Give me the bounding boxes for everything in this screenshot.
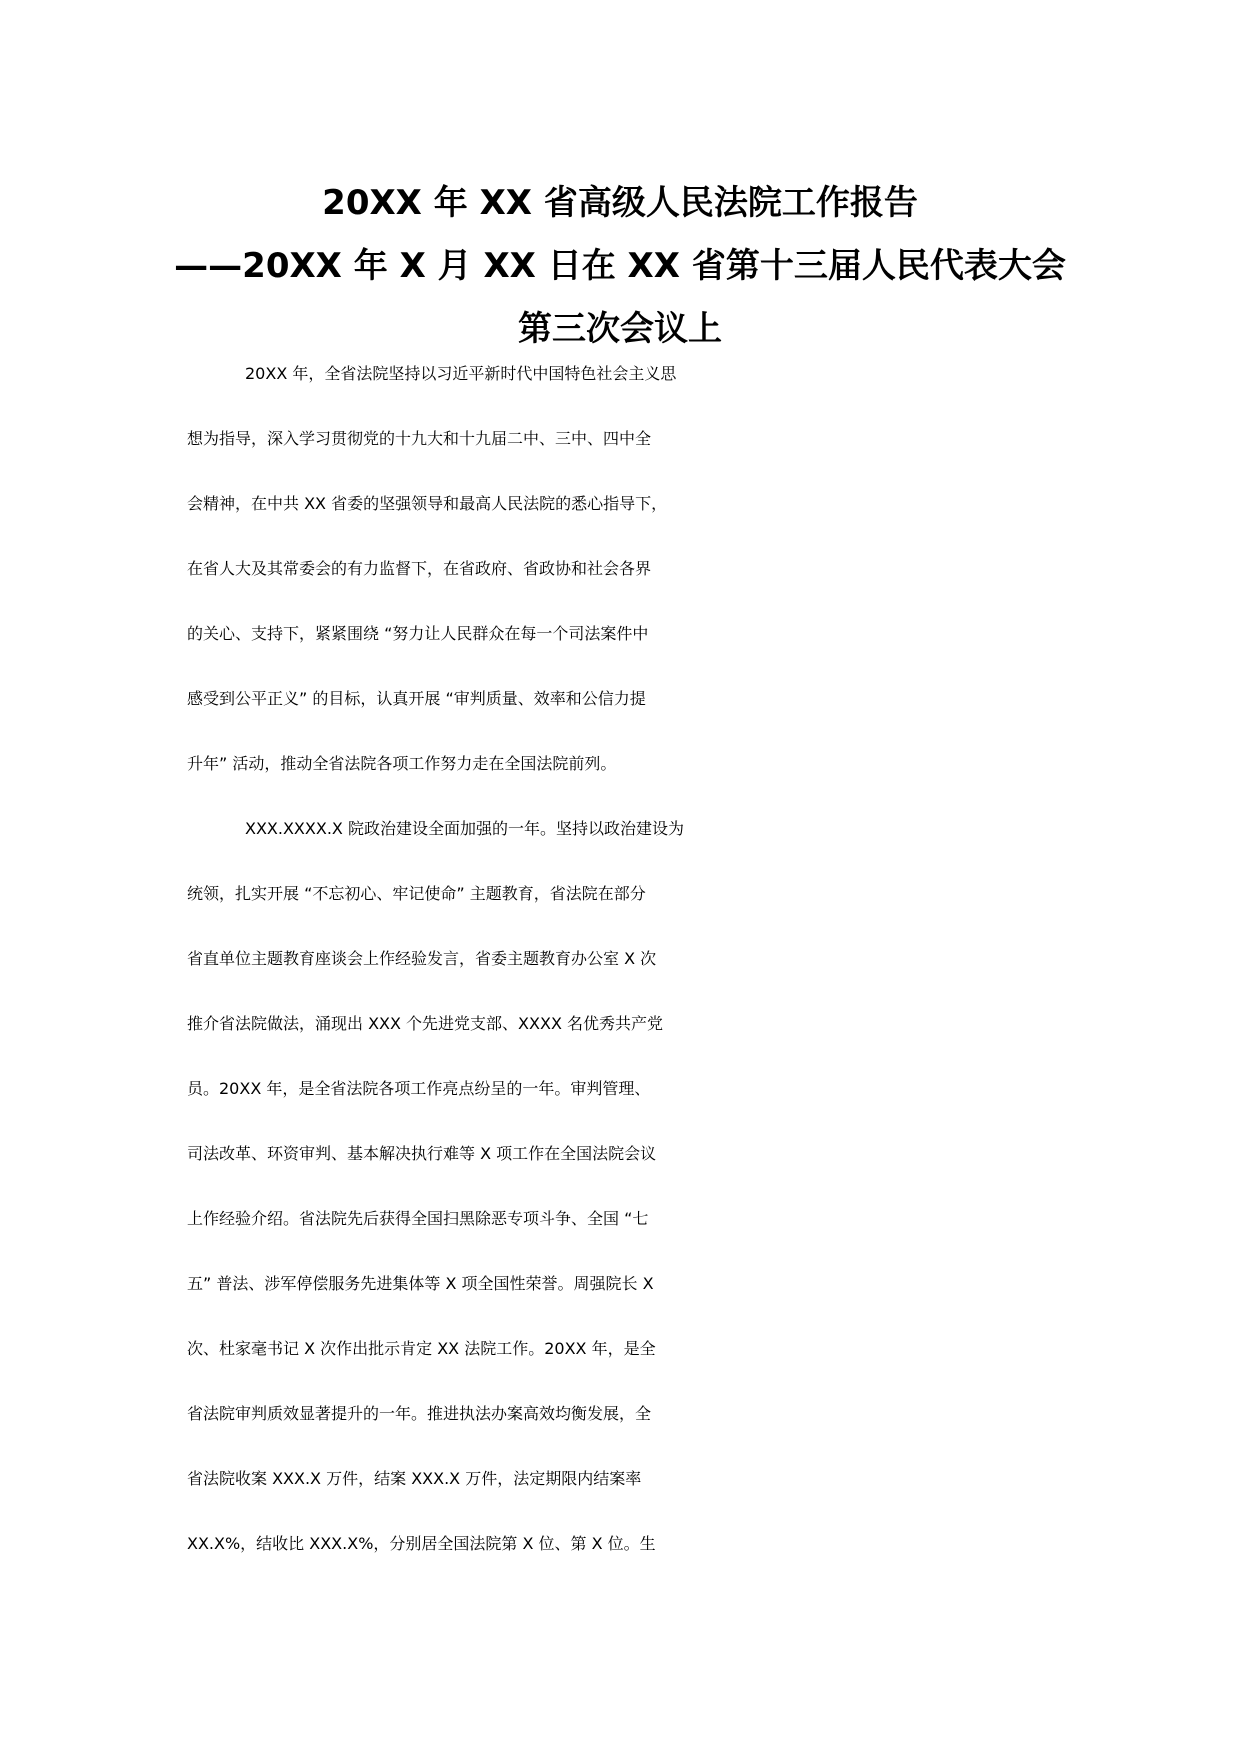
- text-line: 在省人大及其常委会的有力监督下，在省政府、省政协和社会各界: [187, 559, 652, 578]
- text-line: 统领，扎实开展 “不忘初心、牢记使命” 主题教育，省法院在部分: [187, 884, 646, 903]
- text-line: 司法改革、环资审判、基本解决执行难等 X 项工作在全国法院会议: [187, 1144, 657, 1163]
- text-line: 省法院收案 XXX.X 万件，结案 XXX.X 万件，法定期限内结案率: [187, 1469, 642, 1488]
- text-line: 会精神，在中共 XX 省委的坚强领导和最高人民法院的悉心指导下，: [187, 494, 668, 513]
- text-line: 升年” 活动，推动全省法院各项工作努力走在全国法院前列。: [187, 754, 617, 773]
- text-line: 员。20XX 年，是全省法院各项工作亮点纷呈的一年。审判管理、: [187, 1079, 651, 1098]
- paragraph-2: [187, 816, 1057, 1596]
- text-line: 省直单位主题教育座谈会上作经验发言，省委主题教育办公室 X 次: [187, 949, 657, 968]
- text-line: 次、杜家毫书记 X 次作出批示肯定 XX 法院工作。20XX 年，是全: [187, 1339, 656, 1358]
- text-line: XXX.XXXX.X 院政治建设全面加强的一年。坚持以政治建设为: [245, 819, 684, 838]
- text-line: 想为指导，深入学习贯彻党的十九大和十九届二中、三中、四中全: [187, 429, 652, 448]
- paragraph-1: [187, 361, 1057, 816]
- text-line: 上作经验介绍。省法院先后获得全国扫黑除恶专项斗争、全国 “七: [187, 1209, 649, 1228]
- report-body: [187, 361, 1057, 1596]
- title-line-3: 第三次会议上: [518, 309, 722, 349]
- text-line: 五” 普法、涉军停偿服务先进集体等 X 项全国性荣誉。周强院长 X: [187, 1274, 654, 1293]
- text-line: 的关心、支持下，紧紧围绕 “努力让人民群众在每一个司法案件中: [187, 624, 649, 643]
- report-title: [0, 172, 1240, 361]
- text-line: 推介省法院做法，涌现出 XXX 个先进党支部、XXXX 名优秀共产党: [187, 1014, 663, 1033]
- text-line: 感受到公平正义” 的目标，认真开展 “审判质量、效率和公信力提: [187, 689, 646, 708]
- title-line-1: 20XX 年 XX 省高级人民法院工作报告: [322, 183, 918, 223]
- text-line: 20XX 年，全省法院坚持以习近平新时代中国特色社会主义思: [245, 364, 677, 383]
- title-line-2: ——20XX 年 X 月 XX 日在 XX 省第十三届人民代表大会: [174, 246, 1066, 286]
- text-line: 省法院审判质效显著提升的一年。推进执法办案高效均衡发展，全: [187, 1404, 652, 1423]
- text-line: XX.X%，结收比 XXX.X%，分别居全国法院第 X 位、第 X 位。生: [187, 1534, 656, 1553]
